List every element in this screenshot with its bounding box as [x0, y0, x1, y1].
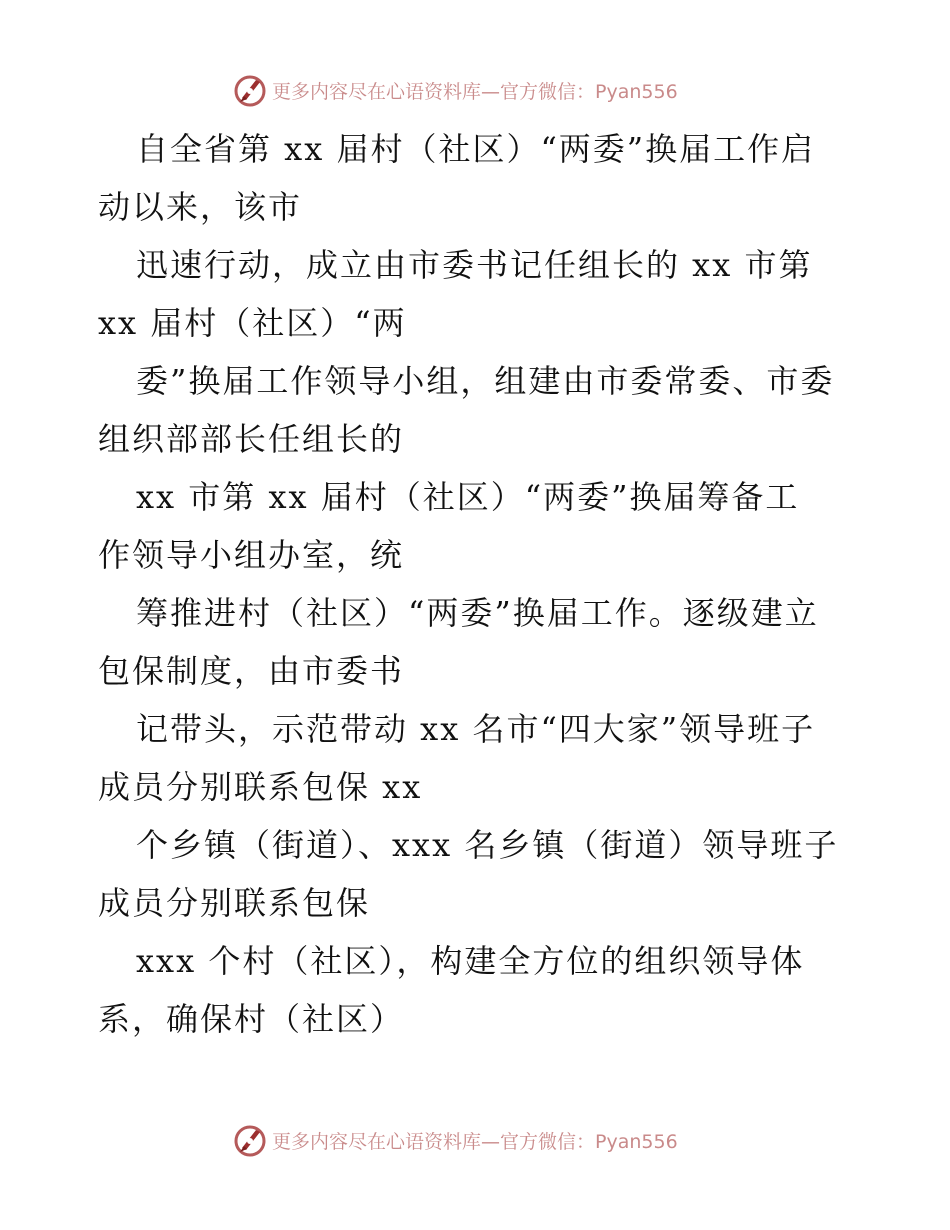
line: xxx 个村（社区），构建全方位的组织领导体 — [136, 942, 805, 980]
footer-watermark — [232, 1120, 678, 1160]
paragraph-2 — [98, 236, 868, 352]
paragraph-4 — [98, 468, 868, 584]
line: 迅速行动，成立由市委书记任组长的 xx 市第 — [136, 246, 813, 284]
line: 个乡镇（街道）、xxx 名乡镇（街道）领导班子 — [136, 826, 839, 864]
paragraph-1 — [98, 120, 868, 236]
paragraph-5 — [98, 584, 868, 700]
line: 记带头，示范带动 xx 名市“四大家”领导班子 — [136, 710, 816, 748]
line: 筹推进村（社区）“两委”换届工作。逐级建立 — [136, 594, 819, 632]
quill-pen-logo-icon — [232, 72, 268, 108]
quill-pen-logo-icon — [232, 1122, 268, 1158]
line: 包保制度，由市委书 — [98, 652, 405, 690]
line: 成员分别联系包保 xx — [98, 768, 423, 806]
line: 作领导小组办室，统 — [98, 536, 405, 574]
line: 成员分别联系包保 — [98, 884, 371, 922]
line: 组织部部长任组长的 — [98, 420, 405, 458]
line: 动以来，该市 — [98, 188, 303, 226]
watermark-text: 更多内容尽在心语资料库—官方微信：Pyan556 — [272, 80, 678, 103]
header-watermark — [232, 70, 678, 110]
watermark-text: 更多内容尽在心语资料库—官方微信：Pyan556 — [272, 1130, 678, 1153]
paragraph-7 — [98, 816, 868, 932]
paragraph-6 — [98, 700, 868, 816]
line: 委”换届工作领导小组，组建由市委常委、市委 — [136, 362, 835, 400]
document-body — [98, 120, 868, 1048]
line: xx 届村（社区）“两 — [98, 304, 407, 342]
paragraph-8 — [98, 932, 868, 1048]
paragraph-3 — [98, 352, 868, 468]
line: 系，确保村（社区） — [98, 1000, 405, 1038]
line: xx 市第 xx 届村（社区）“两委”换届筹备工 — [136, 478, 800, 516]
line: 自全省第 xx 届村（社区）“两委”换届工作启 — [136, 130, 816, 168]
